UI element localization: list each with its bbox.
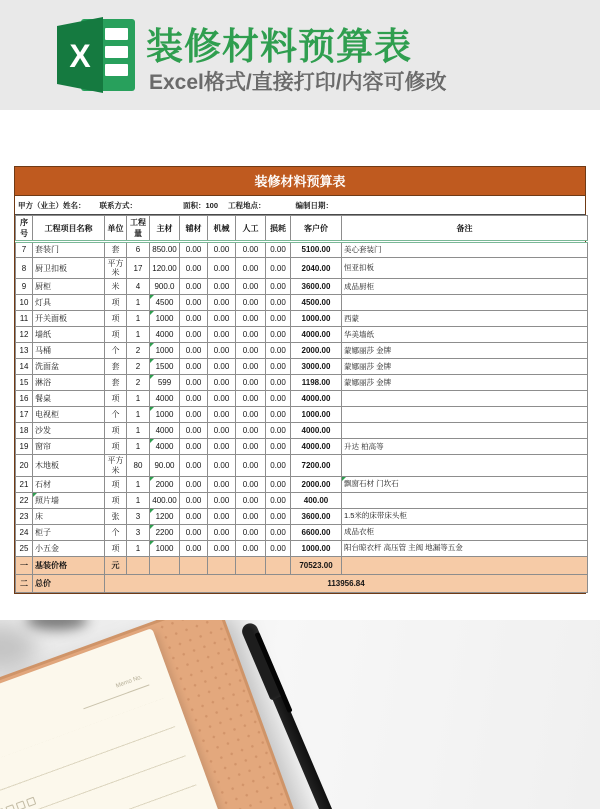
cell-customer-price: 2000.00 [291,343,342,359]
cell-flag-triangle [150,407,154,411]
cell-remark: 西蒙 [342,311,588,327]
cell-loss: 0.00 [266,295,291,311]
info-owner-name: 甲方（业主）姓名： [18,201,86,210]
cell-item-name: 墙纸 [33,327,105,343]
sheet-title: 装修材料预算表 [15,167,585,196]
cell-unit: 套 [105,359,127,375]
cell-item-name: 沙发 [33,423,105,439]
cell-loss: 0.00 [266,439,291,455]
cell-loss: 0.00 [266,455,291,476]
budget-table [15,215,588,593]
cell-labor: 0.00 [236,508,266,524]
cell-index: 7 [16,242,33,258]
cell-grand-total: 113956.84 [105,574,588,592]
cell-flag-triangle [342,477,346,481]
cell-remark: 成品厨柜 [342,279,588,295]
cell-quantity [127,556,150,574]
cell-loss: 0.00 [266,242,291,258]
cell-remark [342,407,588,423]
cell-quantity: 1 [127,311,150,327]
cell-customer-price: 1000.00 [291,540,342,556]
cell-loss: 0.00 [266,391,291,407]
cell-remark [342,423,588,439]
cell-main-material: 1500 [150,359,180,375]
table-row [16,455,588,476]
table-row [16,279,588,295]
cell-aux-material: 0.00 [180,476,208,492]
cell-unit: 张 [105,508,127,524]
cell-flag-triangle [150,525,154,529]
cell-item-name: 开关面板 [33,311,105,327]
cell-labor: 0.00 [236,455,266,476]
cell-item-name: 电视柜 [33,407,105,423]
table-row [16,343,588,359]
cell-customer-price: 4000.00 [291,327,342,343]
cell-index: 16 [16,391,33,407]
cell-main-material: 400.00 [150,492,180,508]
cell-unit: 项 [105,295,127,311]
sheet-info-row [15,196,585,215]
cell-aux-material: 0.00 [180,407,208,423]
cell-labor: 0.00 [236,407,266,423]
cell-main-material: 4000 [150,439,180,455]
cell-quantity: 2 [127,343,150,359]
cell-aux-material: 0.00 [180,279,208,295]
cell-item-name: 木地板 [33,455,105,476]
cell-index: 18 [16,423,33,439]
cell-aux-material: 0.00 [180,327,208,343]
cell-loss: 0.00 [266,492,291,508]
cell-loss: 0.00 [266,407,291,423]
cell-item-name: 厨柜 [33,279,105,295]
table-row [16,391,588,407]
info-contact: 联系方式： [99,201,137,210]
cell-machinery: 0.00 [208,423,236,439]
cell-remark: 蒙娜丽莎 金牌 [342,359,588,375]
table-total-row [16,556,588,574]
cell-remark: 恒亚扣板 [342,258,588,279]
cell-item-name: 照片墙 [33,492,105,508]
cell-item-name: 总价 [33,574,105,592]
desk-photo [0,620,600,809]
cell-index: 23 [16,508,33,524]
table-row [16,492,588,508]
notebook-page-header-text: Memo No. [115,674,144,690]
cell-flag-triangle [150,359,154,363]
table-row [16,508,588,524]
cell-unit: 个 [105,343,127,359]
cell-quantity: 80 [127,455,150,476]
cell-index: 19 [16,439,33,455]
cell-unit: 项 [105,540,127,556]
cell-unit: 项 [105,476,127,492]
cell-aux-material: 0.00 [180,359,208,375]
cell-loss: 0.00 [266,343,291,359]
cell-machinery: 0.00 [208,508,236,524]
cell-main-material: 2000 [150,476,180,492]
cell-loss: 0.00 [266,540,291,556]
cell-main-material: 90.00 [150,455,180,476]
cell-machinery: 0.00 [208,295,236,311]
cell-main-material [150,556,180,574]
cell-quantity: 1 [127,391,150,407]
cell-quantity: 6 [127,242,150,258]
cell-aux-material: 0.00 [180,540,208,556]
column-header-machinery: 机械 [208,216,236,242]
cell-loss: 0.00 [266,258,291,279]
table-row [16,242,588,258]
cell-customer-price: 400.00 [291,492,342,508]
cell-loss: 0.00 [266,508,291,524]
cell-customer-price: 1198.00 [291,375,342,391]
cell-unit: 项 [105,439,127,455]
cell-quantity: 1 [127,423,150,439]
cell-remark: 华美墙纸 [342,327,588,343]
cell-machinery: 0.00 [208,492,236,508]
desk-object-blur [26,620,88,630]
table-row [16,540,588,556]
cell-customer-price: 4000.00 [291,439,342,455]
cell-machinery: 0.00 [208,540,236,556]
cell-customer-price: 7200.00 [291,455,342,476]
cell-quantity: 1 [127,295,150,311]
cell-machinery: 0.00 [208,258,236,279]
cell-machinery: 0.00 [208,407,236,423]
cell-unit: 项 [105,492,127,508]
cell-item-name: 餐桌 [33,391,105,407]
table-row [16,258,588,279]
cell-aux-material: 0.00 [180,375,208,391]
cell-customer-price: 5100.00 [291,242,342,258]
cell-flag-triangle [150,477,154,481]
cell-unit: 套 [105,375,127,391]
cell-aux-material: 0.00 [180,524,208,540]
cell-loss: 0.00 [266,359,291,375]
cell-item-name: 马桶 [33,343,105,359]
cell-quantity: 1 [127,540,150,556]
cell-aux-material [180,556,208,574]
cell-labor: 0.00 [236,242,266,258]
column-header-unit: 单位 [105,216,127,242]
cell-index: 21 [16,476,33,492]
cell-aux-material: 0.00 [180,492,208,508]
cell-item-name: 窗帘 [33,439,105,455]
cell-aux-material: 0.00 [180,391,208,407]
cell-flag-triangle [150,343,154,347]
table-row [16,476,588,492]
excel-icon [55,15,137,100]
cell-aux-material: 0.00 [180,311,208,327]
cell-index: 24 [16,524,33,540]
cell-quantity: 1 [127,476,150,492]
table-row [16,423,588,439]
cell-quantity: 2 [127,359,150,375]
table-row [16,524,588,540]
cell-unit: 项 [105,423,127,439]
cell-machinery: 0.00 [208,439,236,455]
cell-customer-price: 4000.00 [291,391,342,407]
cell-quantity: 3 [127,508,150,524]
column-header-customer-price: 客户价 [291,216,342,242]
cell-customer-price: 1000.00 [291,311,342,327]
cell-flag-triangle [150,311,154,315]
cell-unit: 元 [105,556,127,574]
cell-customer-price: 2040.00 [291,258,342,279]
cell-labor: 0.00 [236,391,266,407]
cell-flag-triangle [150,541,154,545]
cell-remark [342,391,588,407]
cell-main-material: 120.00 [150,258,180,279]
cell-aux-material: 0.00 [180,295,208,311]
table-total-row [16,574,588,592]
banner-subtitle: Excel格式/直接打印/内容可修改 [149,71,447,94]
cell-item-name: 床 [33,508,105,524]
column-header-labor: 人工 [236,216,266,242]
cell-quantity: 1 [127,407,150,423]
cell-item-name: 淋浴 [33,375,105,391]
banner-title: 装修材料预算表 [146,26,412,67]
table-row [16,439,588,455]
table-row [16,327,588,343]
cell-flag-triangle [150,375,154,379]
cell-main-material: 4000 [150,423,180,439]
cell-item-name: 柜子 [33,524,105,540]
cell-labor: 0.00 [236,295,266,311]
cell-customer-price: 70523.00 [291,556,342,574]
cell-loss: 0.00 [266,423,291,439]
cell-index: 17 [16,407,33,423]
cell-remark: 升达 柏高等 [342,439,588,455]
cell-main-material: 900.0 [150,279,180,295]
cell-customer-price: 4000.00 [291,423,342,439]
cell-remark [342,455,588,476]
cell-labor: 0.00 [236,343,266,359]
cell-aux-material: 0.00 [180,455,208,476]
cell-main-material: 1000 [150,407,180,423]
cell-machinery: 0.00 [208,242,236,258]
budget-sheet [14,166,586,594]
cell-labor: 0.00 [236,327,266,343]
cell-remark: 蒙娜丽莎 金牌 [342,375,588,391]
cell-loss: 0.00 [266,375,291,391]
cell-main-material: 1000 [150,540,180,556]
cell-main-material: 850.00 [150,242,180,258]
cell-main-material: 2200 [150,524,180,540]
cell-main-material: 4000 [150,391,180,407]
cell-machinery: 0.00 [208,375,236,391]
cell-item-name: 灯具 [33,295,105,311]
cell-machinery [208,556,236,574]
cell-index: 8 [16,258,33,279]
cell-main-material: 1000 [150,343,180,359]
cell-loss: 0.00 [266,524,291,540]
cell-index: 13 [16,343,33,359]
column-header-index: 序号 [16,216,33,242]
cell-remark [342,295,588,311]
cell-quantity: 17 [127,258,150,279]
table-header-row [16,216,588,242]
cell-index: 11 [16,311,33,327]
cell-quantity: 1 [127,327,150,343]
cell-index: 14 [16,359,33,375]
desk-shadow-blur [0,626,36,670]
column-header-item-name: 工程项目名称 [33,216,105,242]
cell-unit: 项 [105,327,127,343]
cell-machinery: 0.00 [208,327,236,343]
cell-machinery: 0.00 [208,343,236,359]
cell-aux-material: 0.00 [180,242,208,258]
cell-labor: 0.00 [236,476,266,492]
cell-unit: 米 [105,279,127,295]
cell-aux-material: 0.00 [180,423,208,439]
cell-remark [342,556,588,574]
cell-item-name: 套装门 [33,242,105,258]
column-header-aux-material: 辅材 [180,216,208,242]
cell-customer-price: 3600.00 [291,279,342,295]
cell-customer-price: 2000.00 [291,476,342,492]
cell-loss: 0.00 [266,311,291,327]
cell-flag-triangle [150,295,154,299]
cell-item-name: 洗面盆 [33,359,105,375]
cell-unit: 平方米 [105,258,127,279]
cell-loss: 0.00 [266,327,291,343]
cell-remark: 阳台晾衣杆 高压管 主阀 地漏等五金 [342,540,588,556]
cell-labor: 0.00 [236,359,266,375]
cell-labor: 0.00 [236,524,266,540]
cell-remark: 美心套装门 [342,242,588,258]
cell-main-material: 599 [150,375,180,391]
cell-machinery: 0.00 [208,455,236,476]
cell-machinery: 0.00 [208,391,236,407]
cell-item-name: 厨卫扣板 [33,258,105,279]
cell-quantity: 4 [127,279,150,295]
column-header-main-material: 主材 [150,216,180,242]
cell-unit: 个 [105,407,127,423]
cell-remark: 蒙娜丽莎 金牌 [342,343,588,359]
cell-customer-price: 6600.00 [291,524,342,540]
table-row [16,311,588,327]
cell-labor: 0.00 [236,423,266,439]
cell-labor: 0.00 [236,279,266,295]
cell-customer-price: 4500.00 [291,295,342,311]
cell-main-material: 4500 [150,295,180,311]
cell-quantity: 1 [127,439,150,455]
cell-machinery: 0.00 [208,279,236,295]
cell-unit: 项 [105,391,127,407]
info-area: 面积：100 [183,201,219,210]
table-row [16,375,588,391]
cell-customer-price: 1000.00 [291,407,342,423]
cell-unit: 套 [105,242,127,258]
cell-labor: 0.00 [236,439,266,455]
cell-remark: 飘窗石材 门坎石 [342,476,588,492]
cell-main-material: 4000 [150,327,180,343]
cell-loss: 0.00 [266,279,291,295]
info-date: 编制日期： [295,201,334,210]
cell-loss: 0.00 [266,476,291,492]
cell-aux-material: 0.00 [180,258,208,279]
info-location: 工程地点： [228,201,266,210]
cell-index: 9 [16,279,33,295]
cell-remark: 成品衣柜 [342,524,588,540]
banner [0,0,600,110]
column-header-quantity: 工程量 [127,216,150,242]
cell-flag-triangle [33,493,37,497]
cell-unit: 项 [105,311,127,327]
cell-main-material: 1200 [150,508,180,524]
cell-machinery: 0.00 [208,311,236,327]
cell-index: 12 [16,327,33,343]
cell-item-name: 小五金 [33,540,105,556]
cell-labor [236,556,266,574]
cell-index: 25 [16,540,33,556]
cell-index: 15 [16,375,33,391]
cell-aux-material: 0.00 [180,439,208,455]
cell-index: 22 [16,492,33,508]
table-row [16,295,588,311]
cell-customer-price: 3600.00 [291,508,342,524]
cell-index: 一 [16,556,33,574]
cell-item-name: 基装价格 [33,556,105,574]
cell-labor: 0.00 [236,375,266,391]
column-header-remark: 备注 [342,216,588,242]
cell-unit: 个 [105,524,127,540]
cell-quantity: 1 [127,492,150,508]
cell-index: 10 [16,295,33,311]
cell-labor: 0.00 [236,311,266,327]
cell-aux-material: 0.00 [180,343,208,359]
cell-item-name: 石材 [33,476,105,492]
cell-index: 20 [16,455,33,476]
cell-loss [266,556,291,574]
cell-quantity: 2 [127,375,150,391]
cell-customer-price: 3000.00 [291,359,342,375]
table-row [16,407,588,423]
column-header-loss: 损耗 [266,216,291,242]
svg-text:X: X [69,38,91,74]
cell-labor: 0.00 [236,258,266,279]
cell-main-material: 1000 [150,311,180,327]
cell-remark: 1.5米的床带床头柜 [342,508,588,524]
table-row [16,359,588,375]
cell-quantity: 3 [127,524,150,540]
cell-unit: 平方米 [105,455,127,476]
cell-machinery: 0.00 [208,359,236,375]
cell-labor: 0.00 [236,540,266,556]
cell-labor: 0.00 [236,492,266,508]
cell-machinery: 0.00 [208,476,236,492]
cell-aux-material: 0.00 [180,508,208,524]
cell-flag-triangle [150,439,154,443]
cell-machinery: 0.00 [208,524,236,540]
cell-index: 二 [16,574,33,592]
cell-flag-triangle [150,509,154,513]
cell-remark [342,492,588,508]
